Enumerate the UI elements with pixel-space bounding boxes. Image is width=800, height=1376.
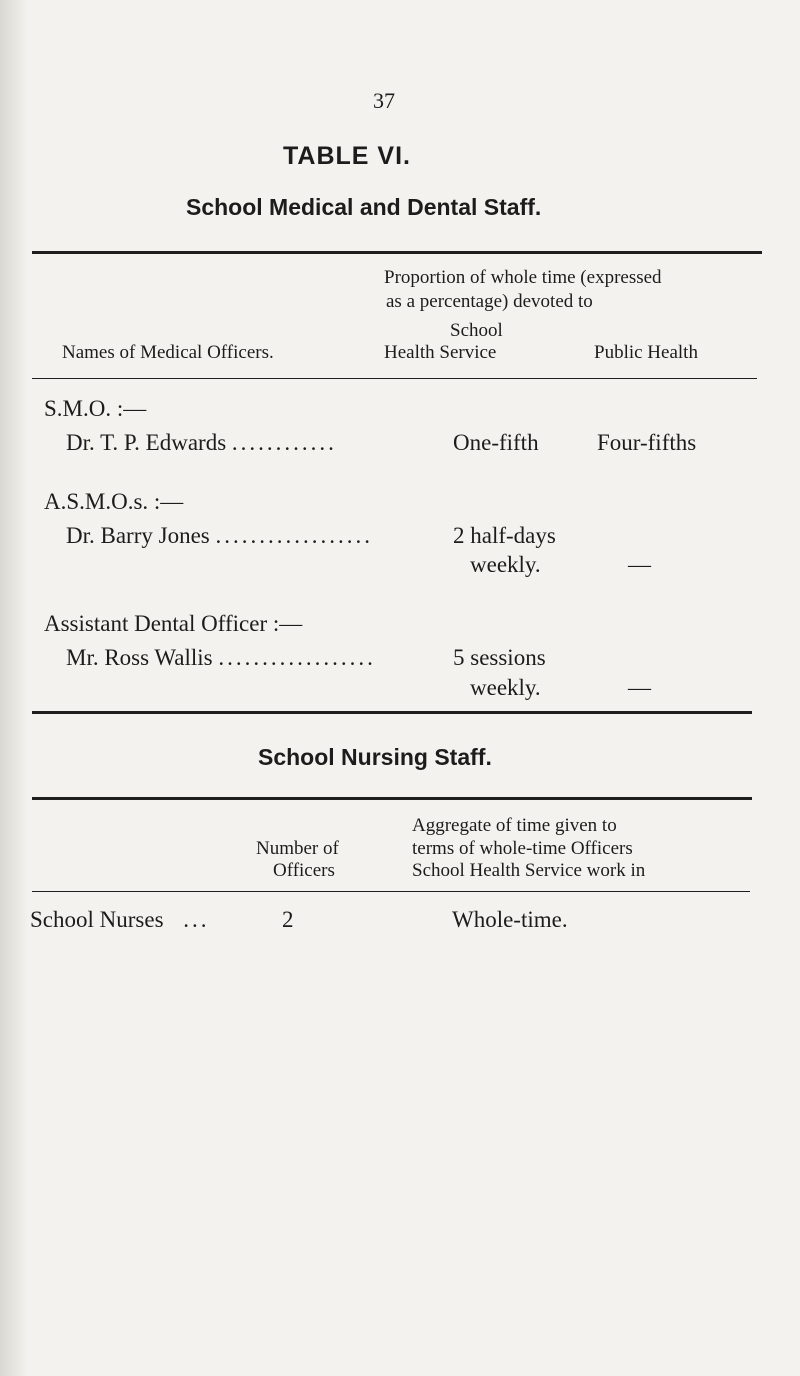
officer-name-text: Dr. T. P. Edwards bbox=[66, 430, 227, 455]
role-label: A.S.M.O.s. :— bbox=[44, 489, 184, 514]
public-health-value: — bbox=[628, 675, 651, 700]
header-number-line2: Officers bbox=[273, 860, 335, 881]
page-edge-shadow bbox=[0, 0, 28, 1376]
role-label: Assistant Dental Officer :— bbox=[44, 611, 303, 636]
table-title: TABLE VI. bbox=[283, 142, 411, 170]
role-label: S.M.O. :— bbox=[44, 396, 147, 421]
header-school-line1: School bbox=[450, 320, 503, 341]
header-proportion-line1: Proportion of whole time (expressed bbox=[384, 267, 662, 288]
leader-dots: .................. bbox=[218, 645, 376, 670]
officer-name-text: Dr. Barry Jones bbox=[66, 523, 210, 548]
table-top-rule bbox=[32, 251, 762, 254]
header-rule bbox=[32, 891, 750, 892]
header-aggregate-line3: School Health Service work in bbox=[412, 860, 646, 881]
header-public-health: Public Health bbox=[594, 342, 698, 363]
header-proportion-line2: as a percentage) devoted to bbox=[386, 291, 593, 312]
officer-name bbox=[66, 430, 337, 456]
header-rule bbox=[32, 378, 757, 379]
leader-dots: ............ bbox=[231, 430, 337, 455]
table-top-rule bbox=[32, 797, 752, 800]
leader-dots: ... bbox=[183, 907, 210, 932]
nurses-time: Whole-time. bbox=[452, 907, 568, 932]
page-number: 37 bbox=[373, 88, 395, 113]
nursing-staff-title: School Nursing Staff. bbox=[258, 744, 492, 770]
header-names: Names of Medical Officers. bbox=[62, 342, 274, 363]
school-health-value: 2 half-days bbox=[453, 523, 556, 548]
officer-name bbox=[66, 645, 376, 671]
school-health-value: One-fifth bbox=[453, 430, 539, 455]
header-school-line2: Health Service bbox=[384, 342, 497, 363]
nurses-label bbox=[30, 907, 210, 933]
school-health-value-cont: weekly. bbox=[470, 675, 541, 700]
header-aggregate-line1: Aggregate of time given to bbox=[412, 815, 617, 836]
public-health-value: Four-fifths bbox=[597, 430, 697, 455]
header-aggregate-line2: terms of whole-time Officers bbox=[412, 838, 633, 859]
leader-dots: .................. bbox=[215, 523, 373, 548]
public-health-value: — bbox=[628, 552, 651, 577]
school-health-value-cont: weekly. bbox=[470, 552, 541, 577]
nurses-count: 2 bbox=[282, 907, 294, 932]
school-health-value: 5 sessions bbox=[453, 645, 546, 670]
officer-name-text: Mr. Ross Wallis bbox=[66, 645, 213, 670]
medical-staff-title: School Medical and Dental Staff. bbox=[186, 194, 542, 220]
header-number-line1: Number of bbox=[256, 838, 339, 859]
table-bottom-rule bbox=[32, 711, 752, 714]
officer-name bbox=[66, 523, 373, 549]
nurses-label-text: School Nurses bbox=[30, 907, 164, 932]
